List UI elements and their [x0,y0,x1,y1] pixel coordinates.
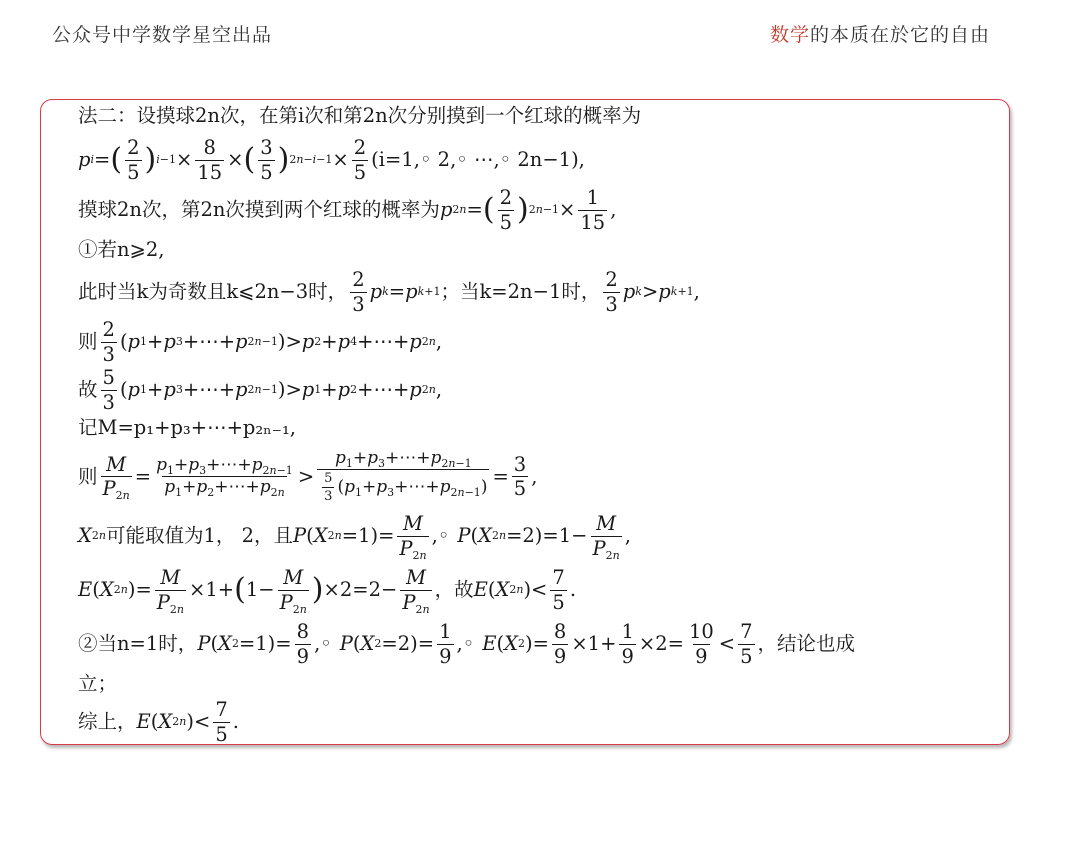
line-11: E ( X 2n )= $\frac{M}{P_{2n}}$ ×1+ ( 1− $\frac{M}{P_{2n}}$ ) ×2=2− $\frac{M}{P_{2n}}$ ，故 E ( X 2n )< $\frac{7}{5}$ . [78,566,577,616]
line-5: 此时当k为奇数且k⩽2n−3时， $\frac{2}{3}$ p k = p k+1 ；当k=2n−1时， $\frac{2}{3}$ p k > p k+1 , [78,268,700,316]
header-right-accent: 数学 [769,24,810,46]
header-right-rest: 的本质在於它的自由 [809,24,990,46]
line-8: 记M=p₁+p₃+⋯+p₂ₙ₋₁, [78,416,296,439]
header-left: 公众号中学数学星空出品 [52,24,273,46]
line-1: 法二：设摸球2n次，在第i次和第2n次分别摸到一个红球的概率为 [78,104,642,127]
line-3: 摸球2n次，第2n次摸到两个红球的概率为 p 2n = ( $\frac{2}{5}$ ) 2n−1 × $\frac{1}{15}$ , [78,186,617,234]
line-10: X 2n 可能取值为1， 2，且 P ( X 2n =1)= $\frac{M}{P_{2n}}$ ,◦ P ( X 2n =2)=1− $\frac{M}{P_{2n}}$ , [78,512,631,562]
line-14: 综上， E ( X 2n )< $\frac{7}{5}$ . [78,698,239,746]
line-2: p i = ( $\frac{2}{5}$ ) i−1 × $\frac{8}{15}$ × ( $\frac{3}{5}$ ) 2n−i−1 × $\frac{2}{5}$ (i=1,◦ 2,◦ ⋯,◦ 2n−1), [78,136,585,184]
header-right [770,20,990,47]
line-13: 立； [78,672,118,695]
line-9: 则 $\frac{M}{P_{2n}}$ = $\frac{p_1+p_3+\cdots+p_{2n-1}}{p_1+p_2+\cdots+p_{2n}}$ > $p_1+p_3+\cdots+p_{2n-1}$ $\frac{5}{3}$ $(p_1+p_3+\cdots+p_{2n-1})$ = $\frac{3}{5}$ , [78,448,538,504]
line-4: ①若n⩾2, [78,238,165,261]
line-6: 则 $\frac{2}{3}$ ( p 1 + p 3 +⋯+ p 2n−1 )> p 2 + p 4 +⋯+ p 2n , [78,318,443,366]
line-7: 故 $\frac{5}{3}$ ( p 1 + p 3 +⋯+ p 2n−1 )> p 1 + p 2 +⋯+ p 2n , [78,366,443,414]
line-12: ②当n=1时， P ( X 2 =1)= $\frac{8}{9}$ ,◦ P ( X 2 =2)= $\frac{1}{9}$ ,◦ E ( X 2 )= $\frac{8}{9}$ ×1+ $\frac{1}{9}$ ×2= $\frac{10}{9}$ < $\frac{7}{5}$ ，结论也成 [78,620,856,668]
